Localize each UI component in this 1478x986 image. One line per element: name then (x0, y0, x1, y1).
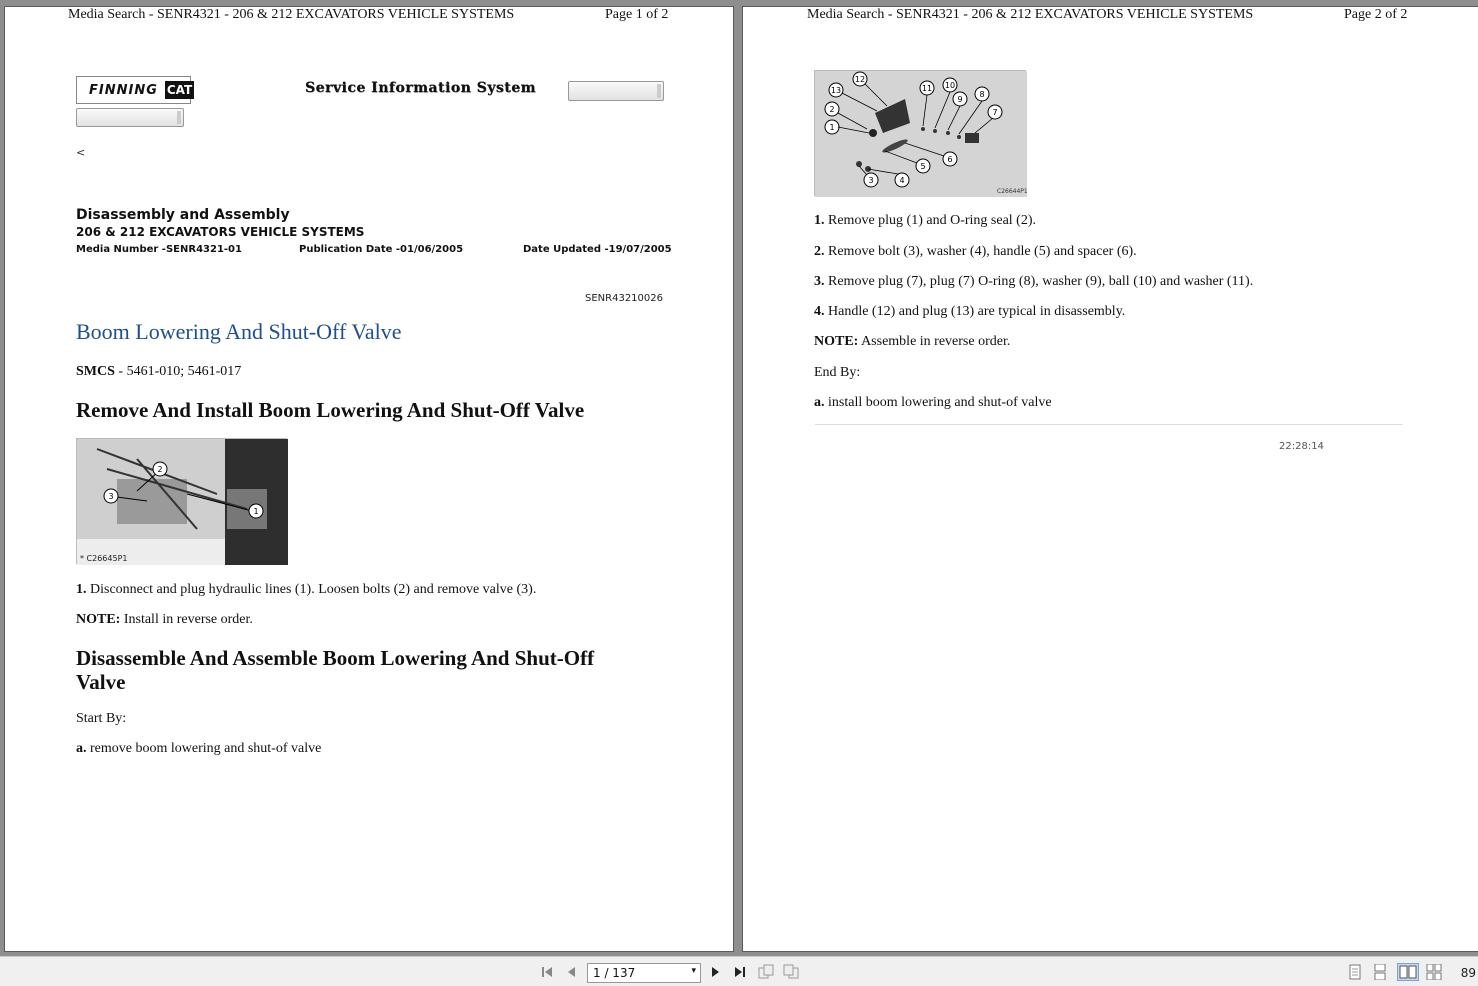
step-1 (814, 213, 1036, 229)
step-3-text: Remove plug (7), plug (7) O-ring (8), washer (9), ball (10) and washer (11). (824, 274, 1254, 289)
step-2-number: 2. (814, 244, 825, 259)
logo-badge: CAT (166, 83, 193, 97)
media-number: Media Number -SENR4321-01 (76, 244, 242, 255)
step-3-number: 3. (814, 274, 825, 289)
fig2-callout-11: 11 (921, 84, 933, 93)
step-1 (76, 582, 536, 598)
start-by-item-a (76, 741, 321, 757)
end-a-text: install boom lowering and shut-of valve (824, 395, 1052, 410)
smcs-label: SMCS (76, 364, 115, 379)
smcs-value: - 5461-010; 5461-017 (114, 364, 242, 379)
note-assemble (814, 334, 1010, 350)
end-by-label: End By: (814, 365, 861, 380)
last-page-icon[interactable] (732, 964, 748, 980)
fig1-callout-1: 1 (253, 507, 259, 516)
page-header-number: Page 2 of 2 (1344, 7, 1408, 22)
doc-subtitle: 206 & 212 EXCAVATORS VEHICLE SYSTEMS (76, 225, 365, 239)
step-4-number: 4. (814, 304, 825, 319)
fig2-callout-7: 7 (992, 108, 998, 117)
fig2-callout-12: 12 (854, 75, 866, 84)
step-4-text: Handle (12) and plug (13) are typical in disassembly. (824, 304, 1126, 319)
fig2-callout-13: 13 (830, 86, 842, 95)
fig2-callout-1: 1 (829, 123, 835, 132)
fig2-callout-4: 4 (899, 176, 905, 185)
fig1-callout-3: 3 (108, 492, 114, 501)
figure-2-illustration (815, 71, 1027, 197)
form-button-left[interactable] (76, 108, 184, 127)
heading-disassemble-assemble: Disassemble And Assemble Boom Lowering And Shut-Off Valve (76, 646, 595, 694)
fig2-callout-2: 2 (829, 105, 835, 114)
next-page-icon[interactable] (707, 964, 723, 980)
fig1-callout-2: 2 (157, 465, 163, 474)
note-label: NOTE: (76, 612, 121, 627)
fig2-callout-10: 10 (944, 81, 956, 90)
step-2 (814, 244, 1137, 260)
two-page-continuous-view-icon[interactable] (1426, 964, 1442, 980)
figure-1-caption: * C26645P1 (80, 554, 128, 563)
date-updated: Date Updated -19/07/2005 (523, 244, 672, 255)
step-3 (814, 274, 1253, 290)
start-by-label: Start By: (76, 711, 127, 726)
figure-1-illustration (77, 439, 288, 565)
first-page-icon[interactable] (539, 964, 555, 980)
fig2-callout-9: 9 (957, 95, 963, 104)
fig2-callout-5: 5 (920, 162, 926, 171)
two-page-view-icon[interactable] (1397, 963, 1419, 981)
page-header-title: Media Search - SENR4321 - 206 & 212 EXCAVATORS VEHICLE SYSTEMS (68, 7, 515, 22)
form-button-right[interactable] (568, 81, 664, 101)
back-arrow-icon[interactable]: < (76, 146, 86, 159)
smcs-line (76, 364, 241, 380)
fig2-callout-6: 6 (947, 155, 953, 164)
step-2-text: Remove bolt (3), washer (4), handle (5) and spacer (6). (824, 244, 1137, 259)
note-text: Assemble in reverse order. (858, 334, 1011, 349)
start-a-text: remove boom lowering and shut-of valve (86, 741, 322, 756)
fig2-callout-3: 3 (868, 176, 874, 185)
figure-2-caption: C26644P1 (997, 188, 1027, 195)
timestamp: 22:28:14 (1279, 441, 1324, 452)
end-a-label: a. (814, 395, 825, 410)
section-title: Boom Lowering And Shut-Off Valve (76, 319, 402, 344)
page-1 (4, 6, 734, 952)
heading-remove-install: Remove And Install Boom Lowering And Shut-Off Valve (76, 398, 585, 422)
page-number-input[interactable] (587, 963, 701, 983)
end-by-item-a (814, 395, 1052, 411)
prev-page-icon[interactable] (564, 964, 580, 980)
step-1-text: Disconnect and plug hydraulic lines (1). Loosen bolts (2) and remove valve (3). (86, 582, 537, 597)
continuous-view-icon[interactable] (1372, 964, 1388, 980)
page-header-number: Page 1 of 2 (605, 7, 669, 22)
page-indicator: 1 / 137 (593, 966, 636, 980)
step-4 (814, 304, 1125, 320)
figure-valve-installed (76, 438, 287, 564)
note-install (76, 612, 253, 628)
logo-text: FINNING (89, 82, 158, 98)
fig2-callout-8: 8 (979, 90, 985, 99)
note-label: NOTE: (814, 334, 859, 349)
footer-divider (815, 424, 1403, 425)
single-page-view-icon[interactable] (1347, 964, 1363, 980)
next-view-icon[interactable] (783, 964, 799, 980)
doc-id: SENR43210026 (585, 293, 663, 304)
step-1-number: 1. (76, 582, 87, 597)
publication-date: Publication Date -01/06/2005 (299, 244, 464, 255)
zoom-level[interactable]: 89 (1460, 966, 1476, 980)
start-a-label: a. (76, 741, 87, 756)
prev-view-icon[interactable] (758, 964, 774, 980)
step-1-text: Remove plug (1) and O-ring seal (2). (824, 213, 1036, 228)
figure-valve-exploded (814, 70, 1026, 196)
step-1-number: 1. (814, 213, 825, 228)
note-text: Install in reverse order. (120, 612, 253, 627)
page-2 (742, 6, 1478, 952)
chevron-down-icon[interactable]: ▾ (691, 966, 696, 976)
sis-title: Service Information System (305, 80, 536, 96)
doc-title: Disassembly and Assembly (76, 207, 290, 223)
page-header-title: Media Search - SENR4321 - 206 & 212 EXCAVATORS VEHICLE SYSTEMS (807, 7, 1254, 22)
finning-cat-logo (76, 76, 191, 104)
viewer-toolbar (0, 956, 1478, 986)
